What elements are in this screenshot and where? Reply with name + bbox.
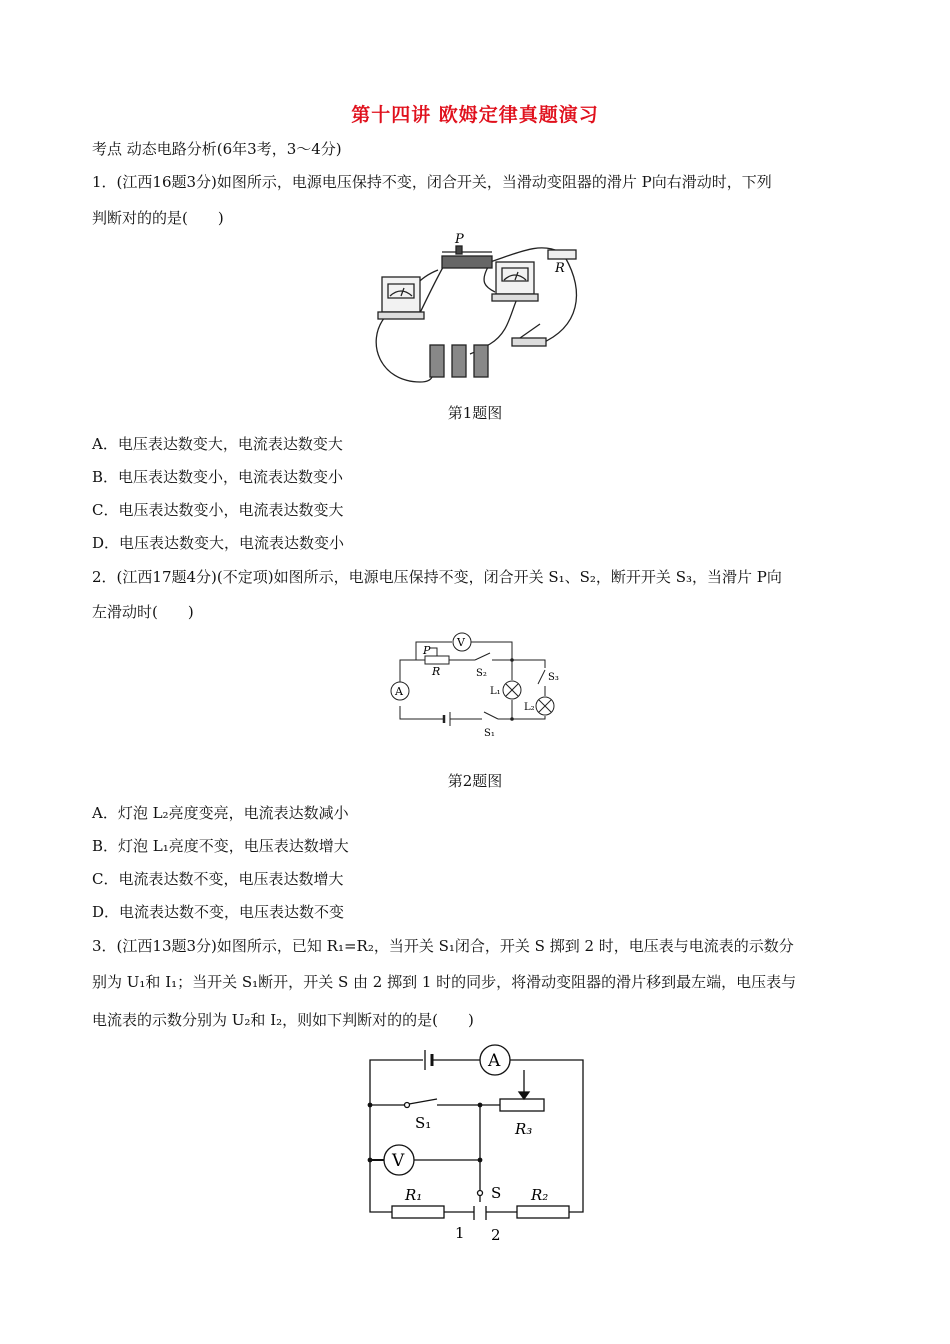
q3-label-terminal-1: 1 <box>455 1224 465 1242</box>
q3-label-v: V <box>392 1151 405 1171</box>
q3-circuit-figure <box>355 1040 595 1245</box>
q1-option-c: C．电压表达数变小，电流表达数变大 <box>92 501 344 519</box>
q1-stem-line1: 1．(江西16题3分)如图所示，电源电压保持不变，闭合开关，当滑动变阻器的滑片 P向右滑动时，下列 <box>92 173 772 191</box>
page-title: 第十四讲 欧姆定律真题演习 <box>351 104 599 126</box>
q3-stem-line2: 别为 U₁和 I₁；当开关 S₁断开，开关 S 由 2 掷到 1 时的同步，将滑动变阻器的滑片移到最左端，电压表与 <box>92 973 797 991</box>
q3-label-a: A <box>488 1051 501 1071</box>
q2-option-a: A．灯泡 L₂亮度变亮，电流表达数减小 <box>92 804 349 822</box>
q1-option-b: B．电压表达数变小，电流表达数变小 <box>92 468 344 486</box>
q2-label-r: R <box>432 665 441 678</box>
q2-label-l2: L₂ <box>524 702 535 713</box>
q2-option-d: D．电流表达数不变，电压表达数不变 <box>92 903 345 921</box>
q1-label-r: R <box>555 261 565 276</box>
q3-label-terminal-2: 2 <box>491 1226 501 1244</box>
q2-label-p: P <box>423 644 431 657</box>
q3-label-s1: S₁ <box>415 1114 432 1132</box>
q1-option-d: D．电压表达数变大，电流表达数变小 <box>92 534 345 552</box>
q1-caption: 第1题图 <box>447 404 503 422</box>
q1-stem-line2: 判断对的的是( ) <box>92 209 224 227</box>
q2-stem-line1: 2．(江西17题4分)(不定项)如图所示，电源电压保持不变，闭合开关 S₁、S₂，断开开关 S₃，当滑片 P向 <box>92 568 782 586</box>
q3-label-r1: R₁ <box>405 1186 423 1204</box>
q1-circuit-figure <box>360 232 590 392</box>
q2-label-v: V <box>457 636 465 649</box>
q2-label-s1: S₁ <box>484 728 495 739</box>
section-heading: 考点 动态电路分析(6年3考，3～4分) <box>92 140 342 158</box>
q3-label-r2: R₂ <box>531 1186 549 1204</box>
q2-stem-line2: 左滑动时( ) <box>92 603 194 621</box>
q3-stem-line1: 3．(江西13题3分)如图所示，已知 R₁=R₂，当开关 S₁闭合，开关 S 掷到 2 时，电压表与电流表的示数分 <box>92 937 794 955</box>
q3-label-r3: R₃ <box>515 1120 533 1138</box>
q3-label-s: S <box>491 1184 502 1202</box>
q2-option-b: B．灯泡 L₁亮度不变，电压表达数增大 <box>92 837 349 855</box>
q3-stem-line3: 电流表的示数分别为 U₂和 I₂，则如下判断对的的是( ) <box>92 1011 474 1029</box>
q2-label-s2: S₂ <box>476 668 487 679</box>
q2-label-s3: S₃ <box>548 672 559 683</box>
q2-label-a: A <box>395 685 403 698</box>
q2-circuit-figure <box>380 628 580 746</box>
q1-option-a: A．电压表达数变大，电流表达数变大 <box>92 435 343 453</box>
q2-option-c: C．电流表达数不变，电压表达数增大 <box>92 870 344 888</box>
q2-label-l1: L₁ <box>490 686 501 697</box>
q2-caption: 第2题图 <box>447 772 503 790</box>
q1-label-p: P <box>455 232 464 247</box>
